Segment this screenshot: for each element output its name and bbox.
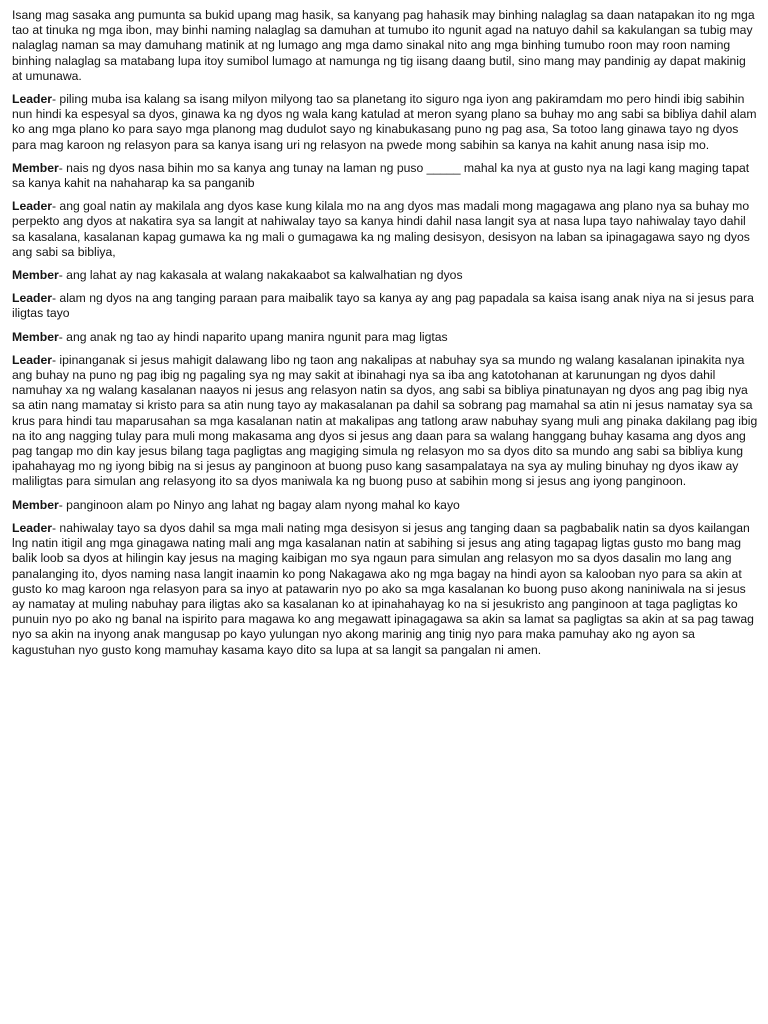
speaker-label: Leader [12, 352, 52, 367]
speaker-label: Member [12, 329, 59, 344]
dialogue-text: - ang goal natin ay makilala ang dyos kase kung kilala mo na ang dyos mas madali mong magagawa ang plano nya sa buhay mo perpekto ang dyos at nakatira sya sa langit at nahiwalay tayo sa kanya hindi dahil nasa langit sya at nasa lupa tayo nahiwalay tayo dahil sa kasalana, kasalanan kapag gumawa ka ng mali o gumagawa ka ng maling desisyon, desisyon na laban sa ipinagagawa sayo ng dyos ang sabi sa bibliya, [12, 199, 750, 259]
speaker-label: Member [12, 268, 59, 283]
dialogue-paragraph [12, 268, 758, 283]
dialogue-text: - nahiwalay tayo sa dyos dahil sa mga mali nating mga desisyon si jesus ang tanging daan sa pagbabalik natin sa dyos kailangan lng natin itigil ang mga ginagawa nating mali ang mga kasalanan natin at sabihing si jesus ang ating tagapag ligtas gusto mo bang mag balik loob sa dyos at hilingin kay jesus na maging kaibigan mo sya ngaun para simulan ang relasyon mo sa dyos dasalin mo lang ang panalanging ito, dyos naming nasa langit inaamin ko pong Nakagawa ako ng mga bagay na hindi ayon sa kalooban nyo para sa akin at gusto ko mag karoon nga relasyon para sa inyo at patawarin nyo po ako sa mga kasalanan ko buong puso akong naniniwala na si jesus ay namatay at muling nabuhay para iligtas ako sa kasalanan ko at ipinahahayag ko na si jesukristo ang panginoon at taga pagligtas ko punuin nyo po ako ng banal na ispirito para magawa ko ang megawatt ipinagagawa sa akin sa lamat sa pagligtas sa akin at sa pag tawag nyo sa akin na inyong anak mangusap po kayo yulungan nyo akong marinig ang tinig nyo para maka pamuhay ako ng ayon sa kagustuhan nyo gusto kong mamuhay kasama kayo dito sa lupa at sa langit sa pangalan ni amen. [12, 520, 754, 657]
speaker-label: Leader [12, 199, 52, 214]
dialogue-paragraph [12, 291, 758, 321]
intro-paragraph: Isang mag sasaka ang pumunta sa bukid upang mag hasik, sa kanyang pag hahasik may binhing nalaglag sa daan natapakan ito ng mga tao at tinuka ng mga ibon, may binhi naming nalaglag sa damuhan at tumubo ito ngunit agad na natuyo dahil sa kakulangan sa tubig may nalaglag naman sa may damuhang matinik at ng lumago ang mga damo sinakal nito ang mga binhing tumubo roon may roon naming binhing nalaglag sa matabang lupa itoy sumibol lumago at namunga ng tig iisang daang butil, sino mang may pandinig ay dapat makinig at umunawa. [12, 8, 755, 83]
dialogue-paragraph [12, 199, 758, 260]
speaker-label: Member [12, 497, 59, 512]
dialogue-text: - piling muba isa kalang sa isang milyon milyong tao sa planetang ito siguro nga iyon ang pakiramdam mo pero hindi ibig sabihin nun hindi ka espesyal sa dyos, ginawa ka ng dyos ng wala kang katulad at meron syang plano sa buhay mo ang sabi sa bibliya dahil alam ko ang mga plano ko para sayo mga planong mag dudulot sayo ng kinabukasang puno ng pag asa, Sa totoo lang ginawa tayo ng dyos para mag karoon ng relasyon para sa kanya isang uri ng relasyon na pwede mong sabihin sa kanya na kahit anung nasa isip mo. [12, 92, 757, 152]
document-page [12, 8, 758, 666]
speaker-label: Member [12, 160, 59, 175]
dialogue-paragraph [12, 161, 758, 191]
dialogue-paragraph [12, 92, 758, 153]
dialogue-paragraph [12, 330, 758, 345]
speaker-label: Leader [12, 92, 52, 107]
speaker-label: Leader [12, 291, 52, 306]
dialogue-paragraph [12, 521, 758, 658]
dialogue-text: - panginoon alam po Ninyo ang lahat ng bagay alam nyong mahal ko kayo [58, 497, 460, 512]
dialogue-text: - alam ng dyos na ang tanging paraan para maibalik tayo sa kanya ay ang pag papadala sa kaisa isang anak niya na si jesus para iligtas tayo [12, 291, 754, 321]
dialogue-text: - nais ng dyos nasa bihin mo sa kanya ang tunay na laman ng puso _____ mahal ka nya at gusto nya na lagi kang maging tapat sa kanya kahit na nahaharap ka sa panganib [12, 160, 750, 191]
dialogue-text: - ang lahat ay nag kakasala at walang nakakaabot sa kalwalhatian ng dyos [58, 268, 463, 283]
dialogue-paragraph [12, 498, 758, 513]
dialogue-text: - ang anak ng tao ay hindi naparito upang manira ngunit para mag ligtas [58, 329, 448, 344]
speaker-label: Leader [12, 520, 52, 535]
dialogue-paragraph [12, 353, 758, 490]
dialogue-text: - ipinanganak si jesus mahigit dalawang libo ng taon ang nakalipas at nabuhay sya sa mundo ng walang kasalanan ipinakita nya ang buhay na puno ng pag ibig ng pagaling sya ng may sakit at ibinahagi nya sa iba ang katotohanan at karunungan ng dyos dahil namuhay xa ng walang kasalanan naayos ni jesus ang relasyon natin sa dyos, ang sabi sa bibliya pinatunayan ng dyos ang pag ibig nya sa atin nang mamatay si kristo para sa atin nung tayo ay makasalanan pa dahil sa sobrang pag mamahal sa atin ni jesus namatay sya sa krus para hindi tau maparusahan sa mga kasalanan natin at makalipas ang tatlong araw nabuhay syang muli ang pinaka dakilang pag ibig na ito ang nagging tulay para muli mong makasama ang dyos si jesus ang daan para sa walang hanggang buhay kasama ang dyos ang pag tangap mo din kay jesus bilang taga pagligtas ang magiging simula ng relasyon mo sa dyos dito sa mundo ang sabi sa bibliya kung ipahahayag mo ng iyong bibig na si jesus ay panginoon at buong puso kang sasampalataya na sya ay muling binuhay ng dyos ikaw ay maliligtas para simulan ang relasyong ito sa dyos maniwala ka ng buong puso at sabihin mong si jesus ang iyong panginoon. [12, 352, 758, 489]
